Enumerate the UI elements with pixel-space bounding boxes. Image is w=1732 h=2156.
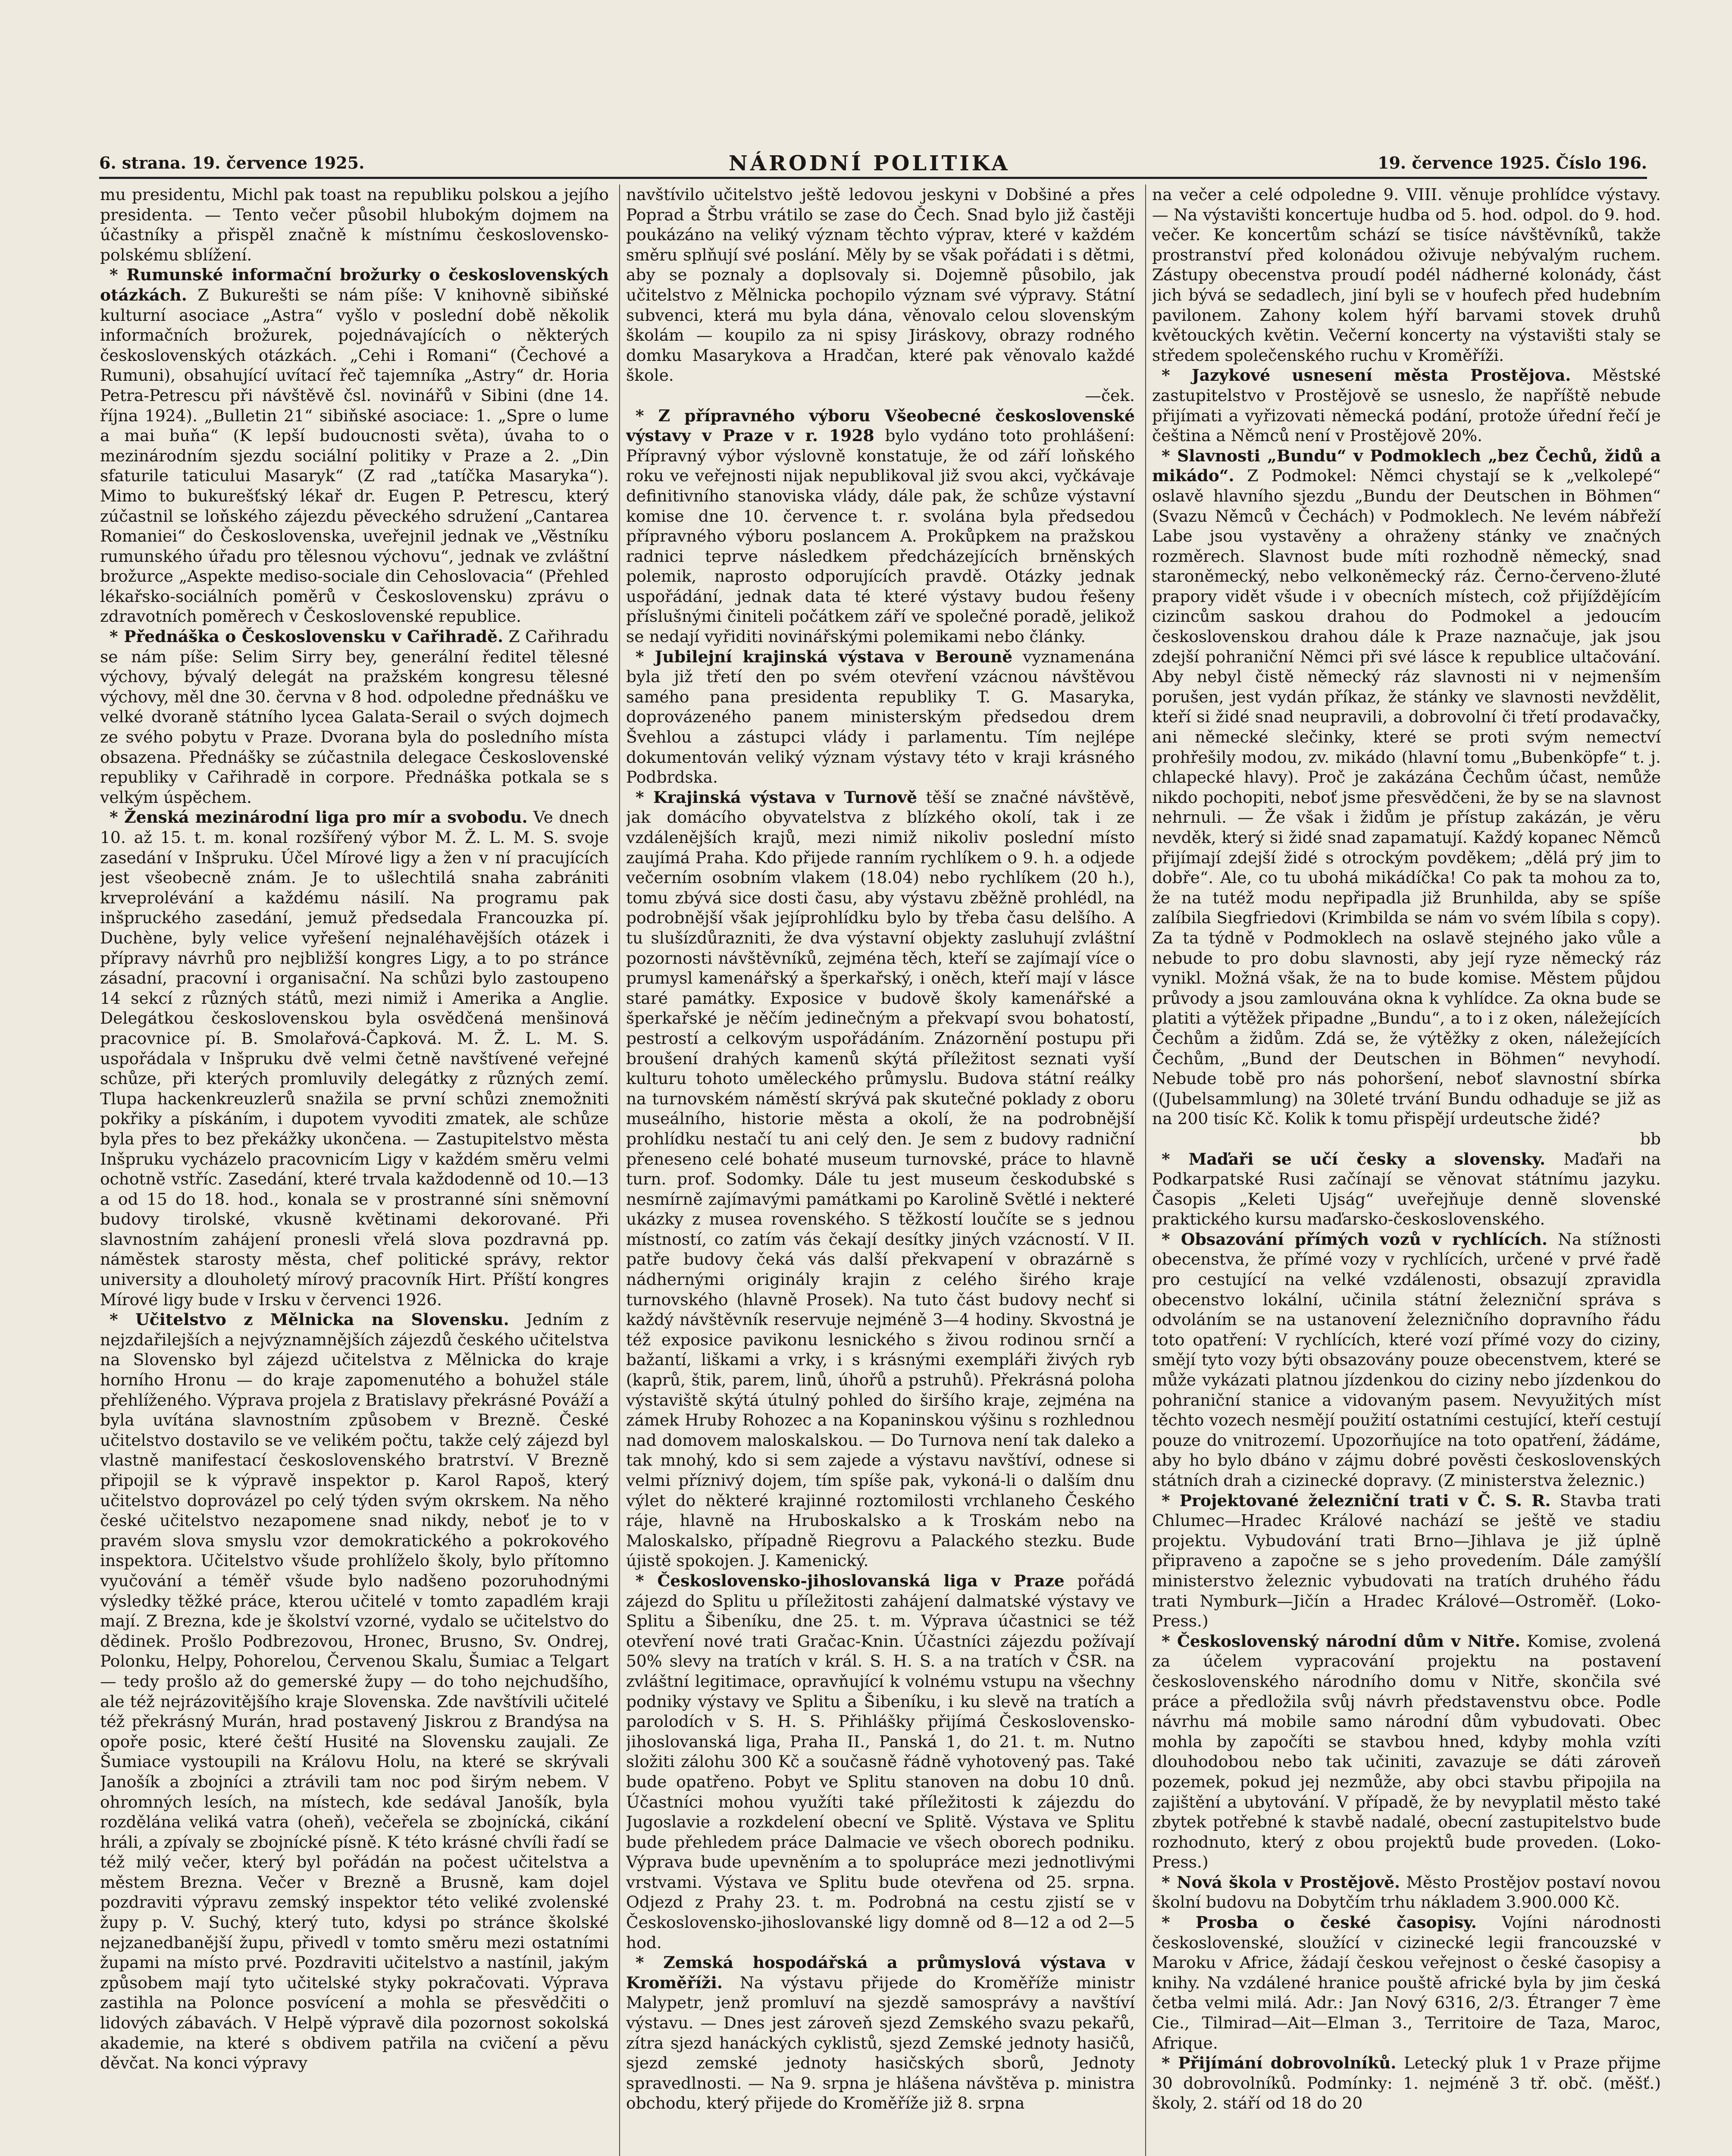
article-paragraph [1152, 446, 1661, 1129]
article-headline: * Nová škola v Prostějově. [1162, 1872, 1400, 1892]
article-paragraph [626, 1952, 1135, 2113]
article-paragraph [1152, 185, 1661, 365]
article-text: Z Bukurešti se nám píše: V knihovně sibiňské kulturní asociace „Astra“ vyšlo v poslední době několik informačních brožurek, pojednávajících o některých československých otázkách. „Cehi i Romani“ (Čechové a Rumuni), obsahující uvítací řeč tajemníka „Astry“ dr. Horia Petra-Petrescu při návštěvě čsl. novinářů v Sibini (dne 14. října 1924). „Bulletin 21“ sibiňské asociace: 1. „Spre o lume a mai buňa“ (K lepší budoucnosti světa), úvaha to o mezinárodním sjezdu sociální politiky v Praze a 2. „Din sfaturile taticului Masaryk“ (Z rad „tatíčka Masaryka“). Mimo to bukurešťský lékař dr. Eugen P. Petrescu, který zúčastnil se loňského zájezdu pěveckého sdružení „Cantarea Romaniei“ do Československa, uveřejnil jednak ve „Věstníku rumunského úřadu pro tělesnou výchovu“, jednak ve zvláštní brožurce „Aspekte mediso-sociale din Cehoslovacia“ (Přehled lékařsko-sociálních poměrů v Československu) zprávu o zdravotních poměrech v Československé republice. [100, 285, 609, 626]
article-paragraph [1152, 2053, 1661, 2113]
article-text: bylo vydáno toto prohlášení: Přípravný výbor výslovně konstatuje, že od září loňského roku ve veřejnosti nijak nepublikoval již svou akci, vyčkávaje definitivního stanoviska vlády, dále pak, že schůze výstavní komise dne 10. července t. r. svolána byla předsedou přípravného výboru poslancem A. Prokůpkem na pražskou radnici teprve následkem předcházejících brněnských polemik, naprosto odporujících pravdě. Otázky jednak uspořádání, jednak data té které výstavy budou řešeny příslušnými činiteli počátkem září ve společné poradě, jelikož se nedají vyřiditi novinářskými polemikami nebo články. [626, 426, 1135, 646]
article-text: Komise, zvolená za účelem vypracování projektu na postavení československého národního domu v Nitře, skončila své práce a předložila svůj návrh představenstvu obce. Podle návrhu má mobile samo národní dům vybudovati. Obec mohla by započíti se stavbou hned, kdyby mohla vzíti dlouhodobou nebo tak učiniti, zavazuje se dáti zároveň pozemek, pokud jej nezmůže, aby obci stavbu připojila na zajištění a ubytování. V případě, že by nevyplatil město také zbytek potřebné k stavbě nadalé, obecní zastupitelstvo bude rozhodnuto, který z obou projektů bude proveden. (Loko-Press.) [1152, 1631, 1661, 1872]
article-text: Město Prostějov postaví novou školní budovu na Dobytčím trhu nákladem 3.900.000 Kč. [1152, 1872, 1661, 1912]
article-headline: * Přednáška o Československu v Cařihradě. [110, 627, 504, 646]
article-headline: * Maďaři se učí česky a slovensky. [1162, 1149, 1546, 1169]
article-text: vyznamenána byla již třetí den po svém otevření vzácnou návštěvou samého pana presidenta republiky T. G. Masaryka, doprovázeného panem ministerským předsedou drem Švehlou a zástupci vlády i parlamentu. Tím nejlépe dokumentován veliký význam výstavy této v kraji krásného Podbrdska. [626, 647, 1135, 787]
article-paragraph [626, 185, 1135, 385]
article-text: Jedním z nejzdařilejších a nejvýznamnějších zájezdů českého učitelstva na Slovensko byl zájezd učitelstva z Mělnicka do kraje horního Hronu — do kraje zapomenutého a bohužel stále přehlíženého. Výprava projela z Bratislavy překrásné Pováží a byla uvítána slavnostním způsobem v Brezně. České učitelstvo dostavilo se ve velikém počtu, takže celý zájezd byl vlastně manifestací československého bratrství. V Brezně připojil se k výpravě inspektor p. Karol Rapoš, který učitelstvo doprovázel po celý týden svým okrskem. Na něho české učitelstvo nezapomene snad nikdy, neboť je to v pravém slova smyslu vzor demokratického a pokrokového inspektora. Učitelstvo všude prohlíželo školy, bylo přítomno vyučování a téměř všude bylo nadšeno pozoruhodnými výsledky těžké práce, kterou učitelé v tomto zapadlém kraji mají. Z Brezna, kde je školství vzorné, vydalo se učitelstvo do dědinek. Prošlo Podbrezovou, Hronec, Brusno, Sv. Ondrej, Polonku, Helpy, Pohorelou, Červenou Skalu, Šumiac a Telgart — tedy prošlo až do gemerské župy — do toho nejchudšího, ale též nejrázovitějšího kraje Slovenska. Zde navštívili učitelé též překrásný Murán, hrad postavený Jiskrou z Brandýsa na opoře posic, které čeští Husité na Slovensku zaujali. Ze Šumiace vystoupili na Královu Holu, na které se skrývali Janošík a zbojníci a ztrávili tam noc pod širým nebem. V ohromných lesích, na místech, kde sedával Janošík, byla rozdělána veliká vatra (oheň), večeřela se zbojnícká, cikání hráli, a zpívaly se zbojnícké písně. K této krásné chvíli řadí se též milý večer, který byl pořádán na počest učitelstva a městem Brezna. Večer v Brezně a Brusně, kam dojel pozdraviti výpravu zemský inspektor této veliké zvolenské župy p. V. Suchý, který tuto, kdysi po stránce školské nejzanedbanější župu, přivedl v tomto směru mezi ostatními župami na místo prvé. Pozdraviti učitelstvo a nastínil, jakým způsobem mají tyto učitelské styky pokračovati. Výprava zastihla na Polonce posvícení a mohla se přesvědčiti o lidových zábavách. V Helpě výpravě dila pozornost sokolská akademie, na které s obdivem patřila na cvičení a pěvu děvčat. Na konci výpravy [100, 1310, 609, 2073]
article-signature [626, 385, 1135, 406]
article-headline: * Československo-jihoslovanská liga v Praze [636, 1571, 1065, 1590]
article-text: Ve dnech 10. až 15. t. m. konal rozšířený výbor M. Ž. L. M. S. svoje zasedání v Inšpruku. Účel Mírové ligy a žen v ní pracujících jest všeobecně znám. Je to ušlechtilá snaha zabrániti krveprolévání a každému násilí. Na programu pak inšpruckého zasedání, jemuž předsedala Francouzka pí. Duchène, byly velice vyřešení nejnaléhavějších otázek i přípravy návrhů pro nejbližší kongres Ligy, a to po stránce zásadní, pracovní i organisační. Na schůzi bylo zastoupeno 14 sekcí z různých států, mezi nimiž i Amerika a Anglie. Delegátkou československou byla osvědčená menšinová pracovnice pí. B. Smolařová-Čapková. M. Ž. L. M. S. uspořádala v Inšpruku dvě velmi četně navštívené veřejné schůze, při kterých promluvily delegátky z různých zemí. Tlupa hackenkreuzlerů snažila se první schůzi znemožniti pokřiky a pískáním, i dupotem vyvoditi zmatek, ale schůze byla přes to bez překážky ukončena. — Zastupitelstvo města Inšpruku vycházelo pracovnicím Ligy v každém směru velmi ochotně vstříc. Zasedání, které trvala každodenně od 10.—13 a od 15 do 18. hod., konala se v prostranné síni sněmovní budovy tirolské, vkusně květinami dekorované. Při slavnostním zahájení pronesli vřelá slova pozdravná pp. náměstek starosty města, chef politické správy, rektor university a dlouholetý mírový pracovník Hirt. Příští kongres Mírové ligy bude v Irsku v červenci 1926. [100, 808, 609, 1309]
article-paragraph [100, 627, 609, 807]
article-text: Městské zastupitelstvo v Prostějově se usneslo, že napříště nebude přijímati a vyřizovati německá podání, protože úřední řečí je čeština a Němců není v Prostějově 20%. [1152, 366, 1661, 445]
article-paragraph [626, 647, 1135, 787]
article-headline: * Projektované železniční trati v Č. S. R. [1162, 1491, 1551, 1510]
page-header [99, 153, 1647, 175]
article-text: Z Podmokel: Němci chystají se k „velkolepé“ oslavě hlavního sjezdu „Bundu der Deutschen in Böhmen“ (Svazu Němců v Čechách) v Podmoklech. Ne levém nábřeží Labe jsou vystavěny a ohraženy stánky ve značných rozměrech. Slavnost bude míti rozhodně německý, snad staroněmecký, nebo velkoněmecký ráz. Černo-červeno-žluté prapory vidět všude i v obecních místech, což přijíždějícím cizincům saskou drahou do Podmokel a jedoucím československou drahou dále k Praze naznačuje, jak jsou zdejší pohraniční Němci při své lásce k republice ultačování. Aby nebyl čistě německý ráz slavnosti ni v nejmenším porušen, jest vydán příkaz, že stánky ve slavnosti nevždělit, kteří si židé snad neupravili, a dobrovolní či třetí prodavačky, ani německé slečinky, které se proti svým nemectví prohřešily modou, zv. mikádo (hlavní tomu „Bubenköpfe“ t. j. chlapecké hlavy). Proč je zakázána Čechům účast, nemůže nikdo pochopiti, neboť jsme přesvědčeni, že by se na slavnost nehrnuli. — Že však i židům je přístup zakázán, je věru nevděk, který si židé snad zapamatují. Každý kopanec Němců přijímají zdejší židé s otrockým povděkem; „dělá prý jim to dobře“. Ale, co tu ubohá mikádíčka! Co pak ta mohou za to, že na tutéž modu nepřipadla již Brunhilda, aby se spíše zalíbila Siegfriedovi (Krimbilda se nám vo svém líbila s copy). Za ta týdně v Podmoklech na oslavě stejného jako vůle a nebude to pro dobu slavnosti, aby její ryze německý ráz vynikl. Možná však, že na to bude komise. Městem půjdou průvody a jsou zamlouvána okna k vyhlídce. Za okna bude se platiti a výtěžek připadne „Bundu“, a to i z oken, náležejících Čechům a židům. Zdá se, že výtěžky z oken, náležejících Čechům, „Bund der Deutschen in Böhmen“ nevyhodí. Nebude tobě pro nás pohoršení, neboť slavnostní sbírka ((Jubelsammlung) na 30leté trvání Bundu odhaduje se již as na 200 tisíc Kč. Kolik k tomu přispějí urdeutsche židé? [1152, 466, 1661, 1128]
article-paragraph [100, 807, 609, 1310]
article-text: Na výstavu přijede do Kroměříže ministr Malypetr, jenž promluví na sjezdě samosprávy a navštíví výstavu. — Dnes jest zároveň sjezd Zemského svazu pekařů, zítra sjezd hanáckých cyklistů, sjezd Zemské jednoty hasičů, sjezd zemské jednoty hasičských sborů, Jednoty spravedlnosti. — Na 9. srpna je hlášena návštěva p. ministra obchodu, který přijede do Kroměříže již 8. srpna [626, 1973, 1135, 2113]
article-paragraph [626, 1571, 1135, 1952]
article-text: Stavba trati Chlumec—Hradec Králové nachází se ještě ve stadiu projektu. Vybudování trati Brno—Jihlava je již úplně připraveno a započne se s jeho provedením. Dále zamýšlí ministerstvo železnic vybudovati na tratích druhého řádu trati Nymburk—Jičín a Hradec Králové—Ostroměř. (Loko-Press.) [1152, 1491, 1661, 1631]
article-text: Vojíni národnosti československé, sloužící v cizinecké legii francouzské v Maroku v Africe, žádají českou veřejnost o české časopisy a knihy. Na vzdálené hranice pouště africké byla by jim česká četba velmi milá. Adr.: Jan Nový 6316, 2/3. Étranger 7 ème Cie., Tilmirad—Ait—Elman 3., Territoire de Taza, Maroc, Afrique. [1152, 1913, 1661, 2053]
article-text: navštívilo učitelstvo ještě ledovou jeskyni v Dobšiné a přes Poprad a Štrbu vrátilo se zase do Čech. Snad bylo již častěji poukázáno na veliký význam těchto výprav, které v každém směru splňují své poslání. Měly by se však pořádati i s dětmi, aby se poznaly a doplsovaly si. Dojemně působilo, jak učitelstvo z Mělnicka pochopilo význam své výpravy. Státní subvenci, která mu byla dána, věnovalo celou slovenským školám — koupilo za ni spisy Jiráskovy, obrazy rodného domku Masarykova a Hradčan, které pak věnovalo každé škole. [626, 185, 1135, 385]
header-rule [99, 177, 1647, 179]
article-text: Z Cařihradu se nám píše: Selim Sirry bey, generální ředitel tělesné výchovy, bývalý delegát na pražském kongresu tělesné výchovy, měl dne 30. června v 8 hod. odpoledne přednášku ve velké dvoraně státního lycea Galata-Serail o svých dojmech ze svého pobytu v Praze. Dvorana byla do posledního místa obsazena. Přednášky se zúčastnila delegace Československé republiky v Cařihradě in corpore. Přednáška potkala se s velkým úspěchem. [100, 627, 609, 807]
article-paragraph [1152, 1149, 1661, 1229]
article-paragraph [626, 406, 1135, 647]
article-headline: * Učitelstvo z Mělnicka na Slovensku. [110, 1310, 509, 1329]
article-paragraph [1152, 365, 1661, 445]
article-headline: * Prosba o české časopisy. [1162, 1913, 1477, 1932]
masthead-title: NÁRODNÍ POLITIKA [729, 151, 1010, 175]
article-headline: * Zemská hospodářská a průmyslová výstava v Kroměříži. [626, 1953, 1135, 1992]
article-text: mu presidentu, Michl pak toast na republiku polskou a jejího presidenta. — Tento večer působil hlubokým dojmem na účastníky a přispěl značně k místnímu československo-polskému sblížení. [100, 185, 609, 264]
article-paragraph [100, 265, 609, 627]
article-text: Na stížnosti obecenstva, že přímé vozy v rychlících, určené v prvé řadě pro cestující na velké vzdálenosti, obsazují zpravidla obecenstvo lokální, učinila státní železniční správa s odvoláním se na ustanovení železničního dopravního řádu toto opatření: V rychlících, které vozí přímé vozy do ciziny, smějí tyto vozy býti obsazovány pouze obecenstvem, které se může vykázati platnou jízdenkou do ciziny nebo jízdenkou do pohraniční stanice a vidovaným pasem. Nevyužitých míst těchto vozech nesmějí použití ostatními cestující, kteří cestují pouze do vnitrozemí. Upozorňujíce na toto opatření, žádáme, aby ho bylo dbáno v zájmu dobré pověsti československých státních drah a cizinecké dopravy. (Z ministerstva železnic.) [1152, 1229, 1661, 1490]
article-headline: * Z přípravného výboru Všeobecné československé výstavy v Praze v r. 1928 [626, 406, 1135, 445]
article-text: pořádá zájezd do Splitu u příležitosti zahájení dalmatské výstavy ve Splitu a Šibeníku, dne 25. t. m. Výprava účastnici se též otevření nové trati Gračac-Knin. Účastníci zájezdu požívají 50% slevy na tratích v král. S. H. S. a na tratích v ČSR. na zvláštní legitimace, opravňující k volnému vstupu na všechny podniky výstavy ve Splitu a Šibeníku, i ku slevě na tratích a parolodích v S. H. S. Přihlášky přijímá Československo-jihoslovanská liga, Praha II., Panská 1, do 21. t. m. Nutno složiti zálohu 300 Kč a současně řádně vyhotovený pas. Také bude opatřeno. Pobyt ve Splitu stanoven na dobu 10 dnů. Účastníci mohou využíti také příležitosti k zájezdu do Jugoslavie a rozkdelení obecní ve Splitě. Výstava ve Splitu bude přehledem práce Dalmacie ve všech oborech podniku. Výprava bude upevněním a to spolupráce mezi jednotlivými vrstvami. Výstava ve Splitu bude otevřena od 25. srpna. Odjezd z Prahy 23. t. m. Podrobná na cestu zjistí se v Československo-jihoslovanské ligy domně od 8—12 a od 2—5 hod. [626, 1571, 1135, 1952]
article-paragraph [1152, 1912, 1661, 2053]
article-text: na večer a celé odpoledne 9. VIII. věnuje prohlídce výstavy. — Na výstavišti koncertuje hudba od 5. hod. odpol. do 9. hod. večer. Ke koncertům schází se tisíce návštěvníků, takže prostranství před kolonádou oživuje nebývalým ruchem. Zástupy obecenstva proudí podél nádherné kolonády, část jich bývá se sedadlech, jiní byli se v houfech před hudebním pavilonem. Zahony kolem hýří barvami stovek druhů květouckých květin. Večerní koncerty na výstavišti staly se středem společenského ruchu v Kroměříži. [1152, 185, 1661, 365]
article-paragraph [1152, 1491, 1661, 1631]
column-1 [100, 185, 609, 2156]
article-headline: * Jubilejní krajinská výstava v Berouně [636, 647, 1013, 666]
article-paragraph [1152, 1872, 1661, 1912]
column-divider [1145, 185, 1146, 2156]
article-headline: * Krajinská výstava v Turnově [636, 787, 918, 807]
article-text: bb [1640, 1129, 1661, 1148]
article-text: Maďaři na Podkarpatské Rusi začínají se věnovat státnímu jazyku. Časopis „Keleti Ujság“ uveřejňuje denně slovenské praktického kursu maďarsko-československého. [1152, 1149, 1661, 1229]
column-2 [626, 185, 1135, 2156]
article-headline: * Československý národní dům v Nitře. [1162, 1631, 1521, 1651]
article-paragraph [100, 185, 609, 265]
article-text: Letecký pluk 1 v Praze přijme 30 dobrovolníků. Podmínky: 1. nejméně 3 tř. obč. (měšť.) školy, 2. stáří od 18 do 20 [1152, 2053, 1661, 2113]
date-issue-number: 19. července 1925. Číslo 196. [1378, 153, 1647, 172]
article-headline: * Ženská mezinárodní liga pro mír a svobodu. [110, 808, 528, 827]
article-text: těší se značné návštěvě, jak domácího obyvatelstva z blízkého okolí, tak i ze vzdálenějších krajů, mezi nimiž nikoliv poslední místo zaujímá Praha. Kdo přijede ranním rychlíkem o 9. h. a odjede večerním osobním vlakem (18.04) nebo rychlíkem (20 h.), tomu zbývá sice dosti času, aby výstavu zběžně prohlédl, na podrobnější však jejíprohlídku bylo by třeba času delšího. A tu slušízdůrazniti, že dva výstavní objekty zasluhují zvláštní pozornosti návštěvníků, zejména těch, kteří se zajímají více o prumysl kamenářský a šperkařský, i oněch, kteří mají v lásce staré památky. Exposice v budově školy kamenářské a šperkařské je něčím jedinečným a překvapí svou bohatostí, pestrostí a celkovým uspořádáním. Znázornění postupu při broušení drahých kamenů skýtá příležitost seznati vyší kulturu tohoto uměleckého průmyslu. Budova státní reálky na turnovském náměstí skrývá pak skutečné poklady z oboru museálního, historie města a okolí, že na podrobnější prohlídku nestačí tu ani celý den. Je sem z budovy radniční přeneseno celé bohaté museum turnovské, práce to hlavně turn. prof. Sodomky. Dále tu jest museum českodubské s nesmírně zajímavými památkami po Karolině Světlé i nekteré ukázky z musea rovenského. S těžkostí loučíte se s jednou místností, co zatím vás čekají desítky jiných vzácností. V II. patře budovy čeká vás další překvapení v obrazárně s nádhernými originály krajin z celého širého kraje turnovského (hlavně Prosek). Na tuto část budovy nechť si každý návštěvník reservuje nejméně 3—4 hodiny. Skvostná je též exposice pavikonu lesnického s živou rodinou srnčí a bažantí, liškami a vrky, i s krásnými exempláři živých ryb (kaprů, štik, parem, linů, úhořů a pstruhů). Překrásná poloha výstaviště skýtá útulný pohled do širšího kraje, zejména na zámek Hruby Rohozec a na Kopaninskou výšinu s rozhlednou nad domovem maloskalskou. — Do Turnova není tak daleko a tak mnohý, kdo si sem zajede a výstavu navštíví, odnese si velmi příznivý dojem, tím spíše pak, vykoná-li o dalším dnu výlet do některé krajinné roztomilosti vrchlaneho Českého ráje, hlavně na Hruboskalsko a k Troskám nebo na Maloskalsko, případně Riegrovu a Palackého stezku. Bude újistě spokojen. J. Kamenický. [626, 787, 1135, 1570]
article-paragraph [626, 787, 1135, 1571]
article-paragraph [100, 1310, 609, 2073]
article-headline: * Rumunské informační brožurky o československých otázkách. [100, 265, 609, 304]
article-paragraph [1152, 1631, 1661, 1872]
column-3 [1152, 185, 1661, 2156]
article-headline: * Jazykové usnesení města Prostějova. [1162, 366, 1571, 385]
article-text: —ček. [1085, 385, 1135, 405]
article-headline: * Slavnosti „Bundu“ v Podmoklech „bez Čechů, židů a mikádo“. [1152, 446, 1661, 486]
article-paragraph [1152, 1229, 1661, 1491]
column-divider [619, 185, 620, 2156]
page-number-date: 6. strana. 19. července 1925. [99, 153, 365, 172]
article-headline: * Obsazování přímých vozů v rychlících. [1162, 1229, 1548, 1249]
article-headline: * Přijímání dobrovolníků. [1162, 2053, 1397, 2073]
article-signature [1152, 1129, 1661, 1149]
